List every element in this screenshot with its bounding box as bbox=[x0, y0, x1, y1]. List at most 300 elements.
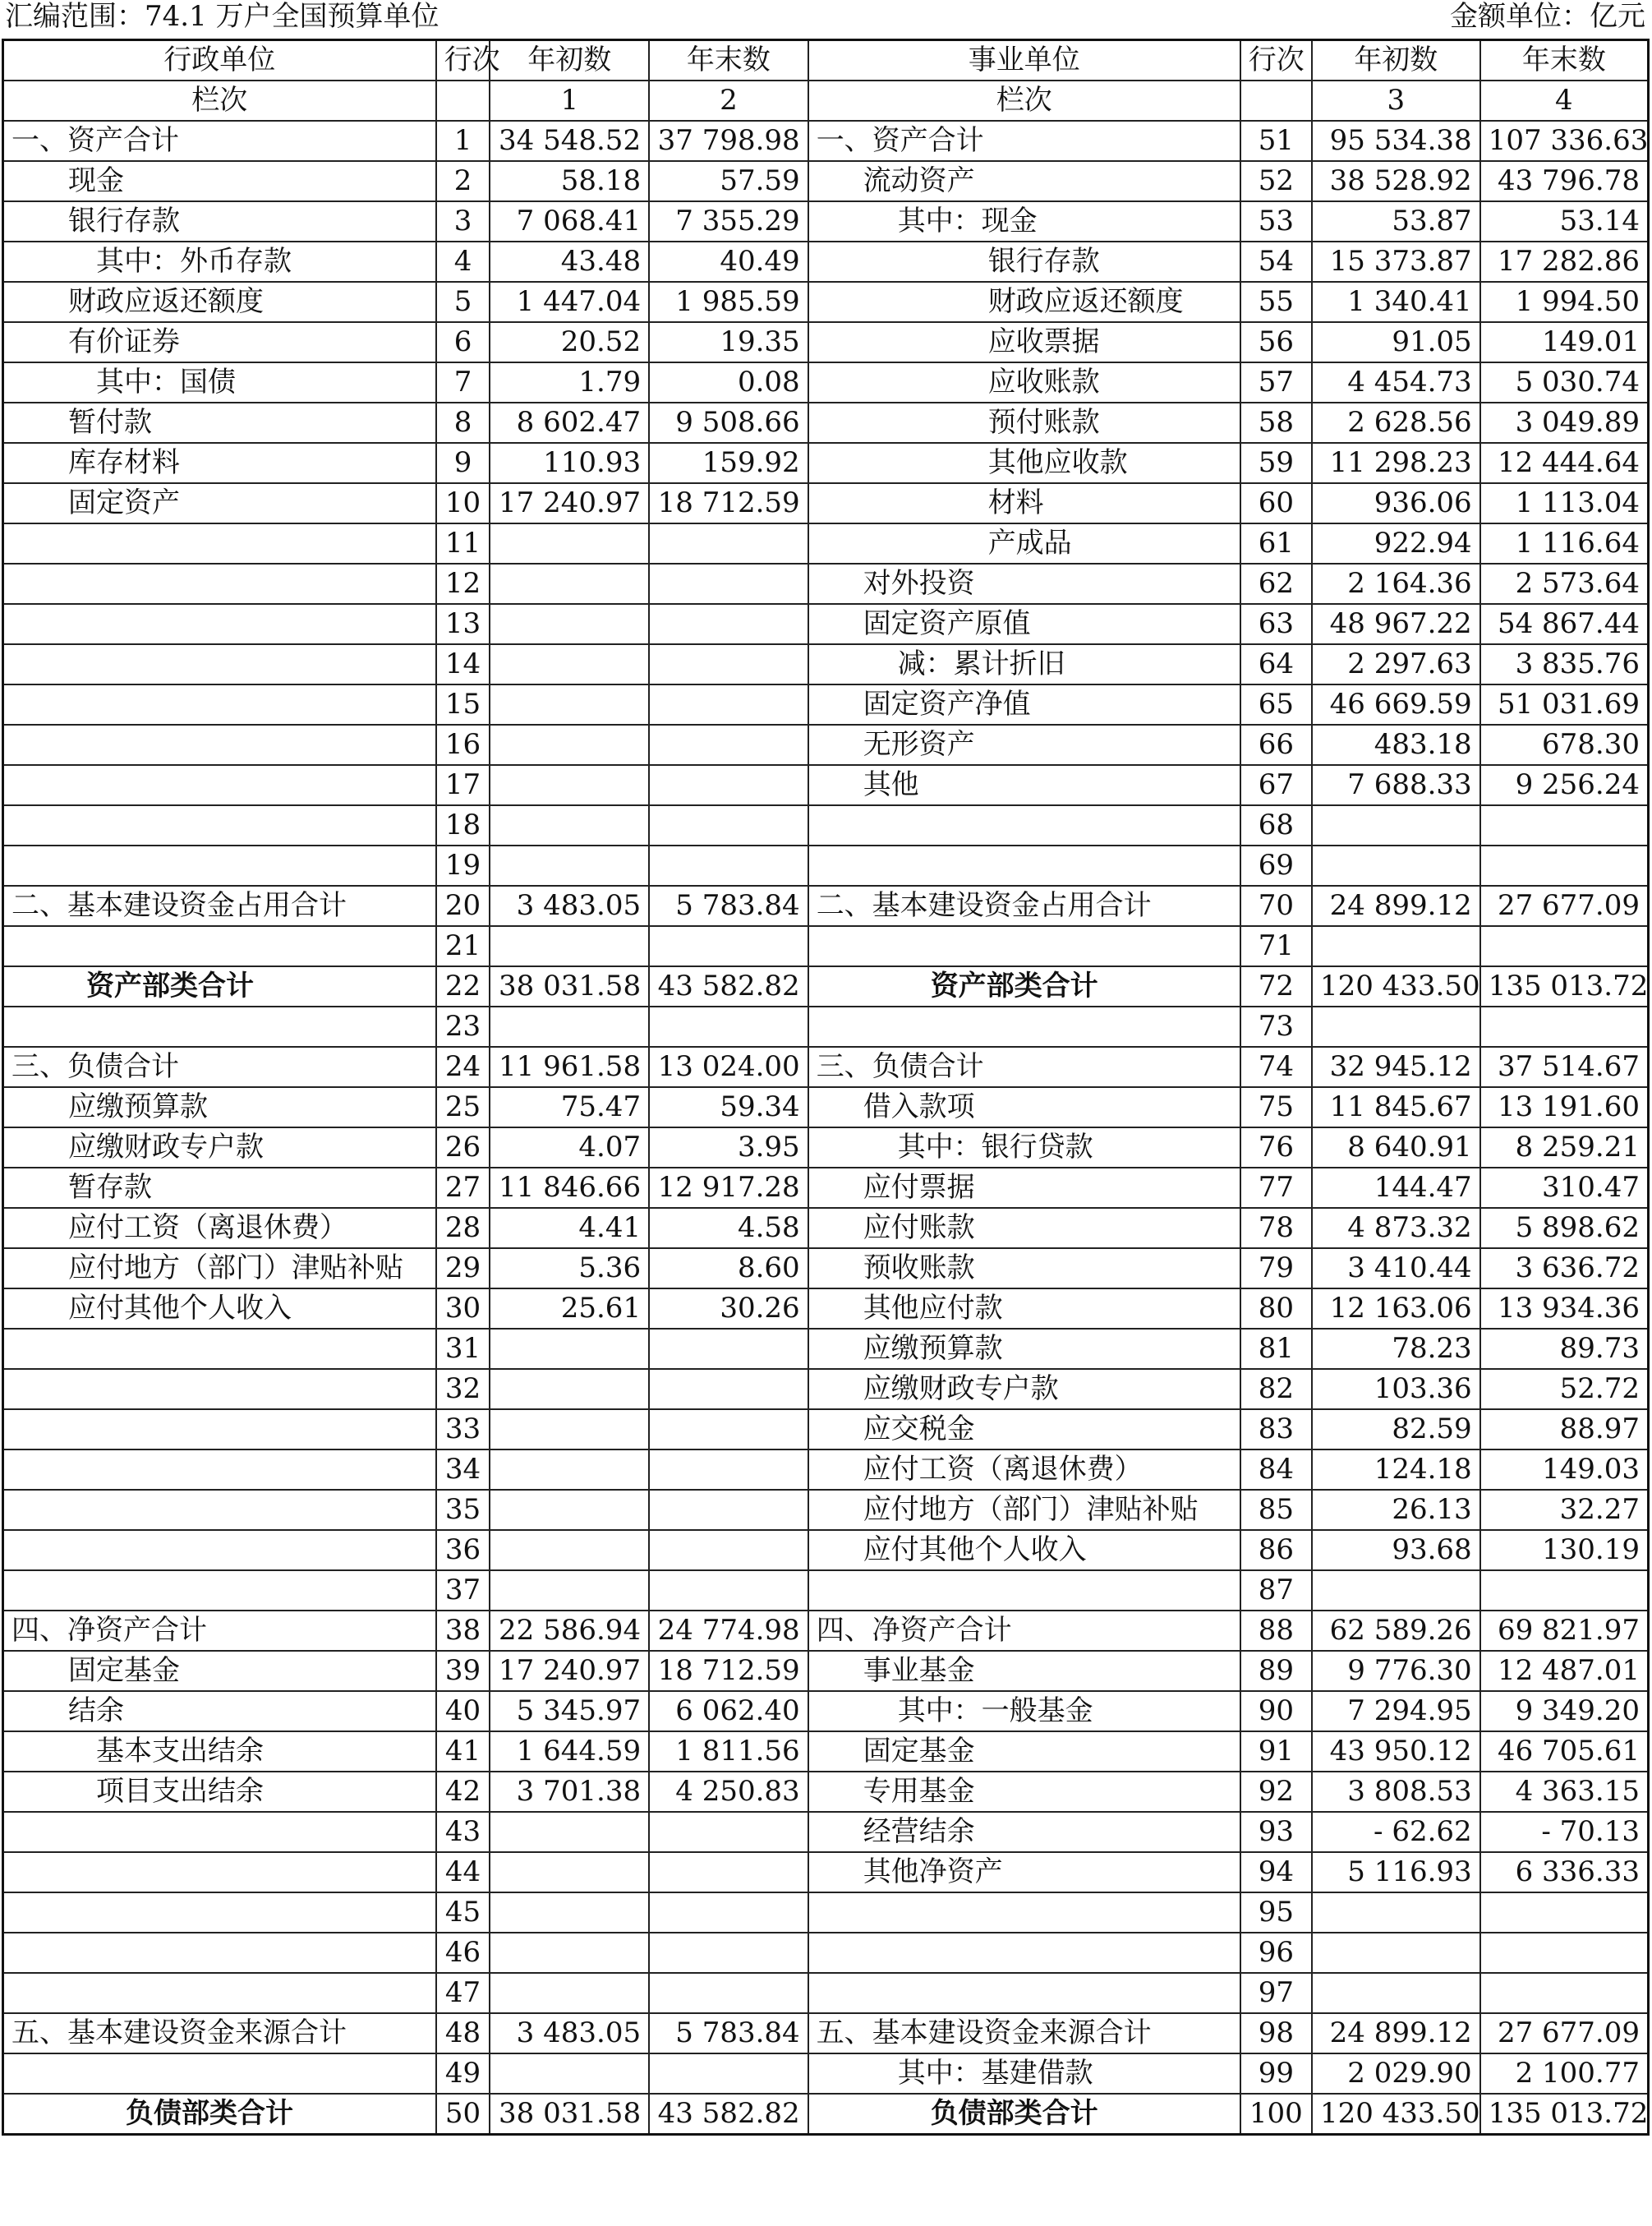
inst-end: 54 867.44 bbox=[1480, 604, 1649, 644]
admin-item bbox=[3, 644, 436, 684]
admin-item bbox=[3, 1329, 436, 1369]
inst-end: 5 898.62 bbox=[1480, 1208, 1649, 1248]
inst-line-no: 55 bbox=[1240, 282, 1312, 322]
inst-end: 12 487.01 bbox=[1480, 1651, 1649, 1691]
admin-line-no: 25 bbox=[436, 1087, 490, 1127]
column-header-inst-item: 事业单位 bbox=[808, 40, 1240, 81]
inst-line-no: 83 bbox=[1240, 1409, 1312, 1449]
inst-end: 13 934.36 bbox=[1480, 1288, 1649, 1329]
admin-item bbox=[3, 1007, 436, 1047]
table-row bbox=[3, 564, 1649, 604]
inst-end: - 70.13 bbox=[1480, 1812, 1649, 1852]
admin-begin: 5 345.97 bbox=[490, 1691, 649, 1731]
admin-begin bbox=[490, 1852, 649, 1892]
inst-item: 负债部类合计 bbox=[808, 2094, 1240, 2135]
admin-item bbox=[3, 684, 436, 725]
admin-begin: 20.52 bbox=[490, 322, 649, 362]
admin-begin bbox=[490, 1369, 649, 1409]
admin-line-no: 9 bbox=[436, 443, 490, 483]
inst-line-no: 66 bbox=[1240, 725, 1312, 765]
inst-end bbox=[1480, 1007, 1649, 1047]
inst-begin: 4 454.73 bbox=[1312, 362, 1480, 403]
admin-item: 财政应返还额度 bbox=[3, 282, 436, 322]
admin-line-no: 8 bbox=[436, 403, 490, 443]
admin-line-no: 18 bbox=[436, 805, 490, 846]
admin-end: 5 783.84 bbox=[649, 886, 808, 926]
admin-line-no: 50 bbox=[436, 2094, 490, 2135]
admin-begin bbox=[490, 2053, 649, 2094]
admin-begin: 4.41 bbox=[490, 1208, 649, 1248]
inst-end: 6 336.33 bbox=[1480, 1852, 1649, 1892]
admin-line-no: 14 bbox=[436, 644, 490, 684]
admin-line-no: 43 bbox=[436, 1812, 490, 1852]
admin-line-no: 17 bbox=[436, 765, 490, 805]
inst-begin: 9 776.30 bbox=[1312, 1651, 1480, 1691]
admin-line-no: 4 bbox=[436, 242, 490, 282]
inst-end: 37 514.67 bbox=[1480, 1047, 1649, 1087]
table-row bbox=[3, 926, 1649, 966]
inst-line-no: 85 bbox=[1240, 1490, 1312, 1530]
column-index-inst-line-no bbox=[1240, 81, 1312, 121]
admin-begin: 1.79 bbox=[490, 362, 649, 403]
admin-item: 五、基本建设资金来源合计 bbox=[3, 2013, 436, 2053]
admin-line-no: 11 bbox=[436, 523, 490, 564]
inst-item: 资产部类合计 bbox=[808, 966, 1240, 1007]
inst-line-no: 73 bbox=[1240, 1007, 1312, 1047]
admin-line-no: 37 bbox=[436, 1570, 490, 1611]
inst-line-no: 74 bbox=[1240, 1047, 1312, 1087]
admin-end: 24 774.98 bbox=[649, 1611, 808, 1651]
inst-line-no: 70 bbox=[1240, 886, 1312, 926]
inst-item: 其他应付款 bbox=[808, 1288, 1240, 1329]
admin-end: 1 985.59 bbox=[649, 282, 808, 322]
admin-begin: 8 602.47 bbox=[490, 403, 649, 443]
table-row bbox=[3, 1731, 1649, 1772]
admin-item: 应付其他个人收入 bbox=[3, 1288, 436, 1329]
inst-item: 无形资产 bbox=[808, 725, 1240, 765]
admin-end bbox=[649, 1369, 808, 1409]
inst-begin: 7 294.95 bbox=[1312, 1691, 1480, 1731]
admin-begin: 110.93 bbox=[490, 443, 649, 483]
admin-begin: 75.47 bbox=[490, 1087, 649, 1127]
admin-item: 应付地方（部门）津贴补贴 bbox=[3, 1248, 436, 1288]
column-index-admin-begin: 1 bbox=[490, 81, 649, 121]
inst-line-no: 84 bbox=[1240, 1449, 1312, 1490]
inst-line-no: 93 bbox=[1240, 1812, 1312, 1852]
inst-item: 产成品 bbox=[808, 523, 1240, 564]
admin-begin bbox=[490, 1892, 649, 1933]
admin-end: 12 917.28 bbox=[649, 1168, 808, 1208]
admin-item bbox=[3, 1530, 436, 1570]
inst-begin: 1 340.41 bbox=[1312, 282, 1480, 322]
admin-end bbox=[649, 1490, 808, 1530]
inst-begin: 120 433.50 bbox=[1312, 966, 1480, 1007]
compilation-scope: 汇编范围：74.1 万户全国预算单位 bbox=[5, 0, 439, 33]
admin-end: 6 062.40 bbox=[649, 1691, 808, 1731]
table-row bbox=[3, 2094, 1649, 2135]
inst-line-no: 89 bbox=[1240, 1651, 1312, 1691]
inst-item: 银行存款 bbox=[808, 242, 1240, 282]
inst-end: 149.03 bbox=[1480, 1449, 1649, 1490]
inst-line-no: 91 bbox=[1240, 1731, 1312, 1772]
inst-item: 其中：基建借款 bbox=[808, 2053, 1240, 2094]
admin-begin bbox=[490, 765, 649, 805]
inst-end: 2 573.64 bbox=[1480, 564, 1649, 604]
admin-line-no: 24 bbox=[436, 1047, 490, 1087]
inst-item: 其他应收款 bbox=[808, 443, 1240, 483]
admin-line-no: 45 bbox=[436, 1892, 490, 1933]
inst-begin: 2 164.36 bbox=[1312, 564, 1480, 604]
inst-item: 五、基本建设资金来源合计 bbox=[808, 2013, 1240, 2053]
column-index-inst-item: 栏次 bbox=[808, 81, 1240, 121]
inst-end: 1 994.50 bbox=[1480, 282, 1649, 322]
admin-end: 18 712.59 bbox=[649, 1651, 808, 1691]
admin-item bbox=[3, 604, 436, 644]
inst-item: 其他净资产 bbox=[808, 1852, 1240, 1892]
admin-end: 37 798.98 bbox=[649, 121, 808, 161]
table-row bbox=[3, 1208, 1649, 1248]
admin-begin bbox=[490, 846, 649, 886]
admin-end: 1 811.56 bbox=[649, 1731, 808, 1772]
inst-item: 应缴预算款 bbox=[808, 1329, 1240, 1369]
table-row bbox=[3, 1611, 1649, 1651]
inst-line-no: 80 bbox=[1240, 1288, 1312, 1329]
table-row bbox=[3, 966, 1649, 1007]
inst-begin: 11 845.67 bbox=[1312, 1087, 1480, 1127]
inst-item: 预付账款 bbox=[808, 403, 1240, 443]
admin-line-no: 34 bbox=[436, 1449, 490, 1490]
admin-item: 一、资产合计 bbox=[3, 121, 436, 161]
admin-begin: 38 031.58 bbox=[490, 2094, 649, 2135]
inst-begin: 8 640.91 bbox=[1312, 1127, 1480, 1168]
admin-end bbox=[649, 1812, 808, 1852]
admin-item: 库存材料 bbox=[3, 443, 436, 483]
admin-begin: 11 846.66 bbox=[490, 1168, 649, 1208]
inst-line-no: 58 bbox=[1240, 403, 1312, 443]
admin-end: 30.26 bbox=[649, 1288, 808, 1329]
table-row bbox=[3, 403, 1649, 443]
inst-end: 2 100.77 bbox=[1480, 2053, 1649, 2094]
inst-begin: 95 534.38 bbox=[1312, 121, 1480, 161]
admin-begin: 43.48 bbox=[490, 242, 649, 282]
inst-begin: 24 899.12 bbox=[1312, 2013, 1480, 2053]
admin-item bbox=[3, 1409, 436, 1449]
inst-line-no: 94 bbox=[1240, 1852, 1312, 1892]
inst-begin: 103.36 bbox=[1312, 1369, 1480, 1409]
inst-item: 借入款项 bbox=[808, 1087, 1240, 1127]
admin-end bbox=[649, 1007, 808, 1047]
table-row bbox=[3, 1933, 1649, 1973]
admin-end: 18 712.59 bbox=[649, 483, 808, 523]
inst-item: 事业基金 bbox=[808, 1651, 1240, 1691]
inst-item: 其中：银行贷款 bbox=[808, 1127, 1240, 1168]
table-row bbox=[3, 1047, 1649, 1087]
inst-begin: 48 967.22 bbox=[1312, 604, 1480, 644]
admin-item: 基本支出结余 bbox=[3, 1731, 436, 1772]
admin-end bbox=[649, 604, 808, 644]
table-row bbox=[3, 1973, 1649, 2013]
inst-end: 53.14 bbox=[1480, 201, 1649, 242]
inst-begin: 120 433.50 bbox=[1312, 2094, 1480, 2135]
table-row bbox=[3, 1530, 1649, 1570]
admin-line-no: 12 bbox=[436, 564, 490, 604]
inst-item: 对外投资 bbox=[808, 564, 1240, 604]
inst-item: 其他 bbox=[808, 765, 1240, 805]
inst-end: 27 677.09 bbox=[1480, 886, 1649, 926]
inst-line-no: 51 bbox=[1240, 121, 1312, 161]
admin-end bbox=[649, 1892, 808, 1933]
inst-line-no: 77 bbox=[1240, 1168, 1312, 1208]
inst-begin bbox=[1312, 1973, 1480, 2013]
inst-item: 应收账款 bbox=[808, 362, 1240, 403]
inst-begin: 62 589.26 bbox=[1312, 1611, 1480, 1651]
admin-item: 二、基本建设资金占用合计 bbox=[3, 886, 436, 926]
admin-begin bbox=[490, 684, 649, 725]
admin-line-no: 16 bbox=[436, 725, 490, 765]
admin-end: 4 250.83 bbox=[649, 1772, 808, 1812]
inst-end: 9 256.24 bbox=[1480, 765, 1649, 805]
admin-end bbox=[649, 725, 808, 765]
admin-end bbox=[649, 1973, 808, 2013]
admin-begin bbox=[490, 1570, 649, 1611]
inst-line-no: 56 bbox=[1240, 322, 1312, 362]
inst-item: 应交税金 bbox=[808, 1409, 1240, 1449]
column-header-inst-begin: 年初数 bbox=[1312, 40, 1480, 81]
inst-begin bbox=[1312, 1007, 1480, 1047]
column-header-admin-item: 行政单位 bbox=[3, 40, 436, 81]
inst-end bbox=[1480, 1570, 1649, 1611]
admin-line-no: 32 bbox=[436, 1369, 490, 1409]
admin-begin: 4.07 bbox=[490, 1127, 649, 1168]
admin-item: 暂付款 bbox=[3, 403, 436, 443]
column-header-row bbox=[3, 40, 1649, 81]
inst-line-no: 79 bbox=[1240, 1248, 1312, 1288]
inst-item bbox=[808, 1892, 1240, 1933]
table-row bbox=[3, 1691, 1649, 1731]
inst-begin bbox=[1312, 846, 1480, 886]
inst-begin bbox=[1312, 1570, 1480, 1611]
admin-begin bbox=[490, 1933, 649, 1973]
admin-line-no: 46 bbox=[436, 1933, 490, 1973]
inst-end: 4 363.15 bbox=[1480, 1772, 1649, 1812]
inst-begin bbox=[1312, 1892, 1480, 1933]
inst-item bbox=[808, 926, 1240, 966]
table-row bbox=[3, 725, 1649, 765]
admin-end: 43 582.82 bbox=[649, 2094, 808, 2135]
inst-end: 5 030.74 bbox=[1480, 362, 1649, 403]
table-row bbox=[3, 443, 1649, 483]
inst-begin: 3 410.44 bbox=[1312, 1248, 1480, 1288]
admin-begin bbox=[490, 564, 649, 604]
inst-begin: 922.94 bbox=[1312, 523, 1480, 564]
inst-end bbox=[1480, 1933, 1649, 1973]
inst-line-no: 88 bbox=[1240, 1611, 1312, 1651]
admin-begin: 17 240.97 bbox=[490, 1651, 649, 1691]
admin-item bbox=[3, 1490, 436, 1530]
column-index-admin-end: 2 bbox=[649, 81, 808, 121]
table-row bbox=[3, 805, 1649, 846]
inst-item: 经营结余 bbox=[808, 1812, 1240, 1852]
table-row bbox=[3, 362, 1649, 403]
admin-item: 固定资产 bbox=[3, 483, 436, 523]
table-row bbox=[3, 1852, 1649, 1892]
admin-end: 43 582.82 bbox=[649, 966, 808, 1007]
inst-end: 3 049.89 bbox=[1480, 403, 1649, 443]
admin-begin bbox=[490, 1449, 649, 1490]
table-row bbox=[3, 1087, 1649, 1127]
inst-begin: 5 116.93 bbox=[1312, 1852, 1480, 1892]
table-row bbox=[3, 1490, 1649, 1530]
admin-item bbox=[3, 765, 436, 805]
admin-end bbox=[649, 1329, 808, 1369]
admin-line-no: 44 bbox=[436, 1852, 490, 1892]
inst-end: 1 116.64 bbox=[1480, 523, 1649, 564]
inst-end bbox=[1480, 1892, 1649, 1933]
inst-item: 应付票据 bbox=[808, 1168, 1240, 1208]
inst-line-no: 72 bbox=[1240, 966, 1312, 1007]
admin-end: 5 783.84 bbox=[649, 2013, 808, 2053]
table-row bbox=[3, 1007, 1649, 1047]
inst-end: 3 636.72 bbox=[1480, 1248, 1649, 1288]
inst-item bbox=[808, 1007, 1240, 1047]
inst-line-no: 100 bbox=[1240, 2094, 1312, 2135]
admin-begin bbox=[490, 1007, 649, 1047]
inst-line-no: 61 bbox=[1240, 523, 1312, 564]
table-row bbox=[3, 201, 1649, 242]
inst-item: 其中：现金 bbox=[808, 201, 1240, 242]
admin-line-no: 10 bbox=[436, 483, 490, 523]
column-index-admin-item: 栏次 bbox=[3, 81, 436, 121]
admin-item bbox=[3, 725, 436, 765]
admin-line-no: 22 bbox=[436, 966, 490, 1007]
balance-sheet-table bbox=[2, 39, 1650, 2136]
admin-line-no: 15 bbox=[436, 684, 490, 725]
inst-item: 其中：一般基金 bbox=[808, 1691, 1240, 1731]
inst-begin: 24 899.12 bbox=[1312, 886, 1480, 926]
inst-end: 135 013.72 bbox=[1480, 966, 1649, 1007]
admin-begin: 17 240.97 bbox=[490, 483, 649, 523]
inst-line-no: 90 bbox=[1240, 1691, 1312, 1731]
inst-begin bbox=[1312, 805, 1480, 846]
inst-line-no: 75 bbox=[1240, 1087, 1312, 1127]
table-row bbox=[3, 1409, 1649, 1449]
inst-line-no: 69 bbox=[1240, 846, 1312, 886]
inst-line-no: 81 bbox=[1240, 1329, 1312, 1369]
inst-begin: 12 163.06 bbox=[1312, 1288, 1480, 1329]
admin-end: 9 508.66 bbox=[649, 403, 808, 443]
table-row bbox=[3, 684, 1649, 725]
inst-begin: 53.87 bbox=[1312, 201, 1480, 242]
admin-item bbox=[3, 2053, 436, 2094]
admin-item bbox=[3, 1570, 436, 1611]
inst-line-no: 95 bbox=[1240, 1892, 1312, 1933]
inst-begin: 4 873.32 bbox=[1312, 1208, 1480, 1248]
admin-line-no: 27 bbox=[436, 1168, 490, 1208]
table-row bbox=[3, 2013, 1649, 2053]
admin-item bbox=[3, 805, 436, 846]
admin-end bbox=[649, 684, 808, 725]
inst-item: 应付账款 bbox=[808, 1208, 1240, 1248]
inst-end: 107 336.63 bbox=[1480, 121, 1649, 161]
inst-end bbox=[1480, 805, 1649, 846]
admin-line-no: 13 bbox=[436, 604, 490, 644]
admin-end bbox=[649, 2053, 808, 2094]
inst-line-no: 54 bbox=[1240, 242, 1312, 282]
table-row bbox=[3, 483, 1649, 523]
inst-line-no: 99 bbox=[1240, 2053, 1312, 2094]
admin-item bbox=[3, 1812, 436, 1852]
admin-line-no: 47 bbox=[436, 1973, 490, 2013]
table-row bbox=[3, 846, 1649, 886]
table-row bbox=[3, 1248, 1649, 1288]
inst-begin: 936.06 bbox=[1312, 483, 1480, 523]
admin-begin bbox=[490, 1490, 649, 1530]
admin-line-no: 38 bbox=[436, 1611, 490, 1651]
inst-item: 应收票据 bbox=[808, 322, 1240, 362]
inst-begin bbox=[1312, 926, 1480, 966]
inst-line-no: 86 bbox=[1240, 1530, 1312, 1570]
inst-end bbox=[1480, 1973, 1649, 2013]
inst-end: 149.01 bbox=[1480, 322, 1649, 362]
table-row bbox=[3, 1288, 1649, 1329]
inst-line-no: 52 bbox=[1240, 161, 1312, 201]
inst-end: 1 113.04 bbox=[1480, 483, 1649, 523]
inst-line-no: 67 bbox=[1240, 765, 1312, 805]
admin-begin bbox=[490, 805, 649, 846]
admin-line-no: 21 bbox=[436, 926, 490, 966]
table-row bbox=[3, 1772, 1649, 1812]
admin-line-no: 19 bbox=[436, 846, 490, 886]
inst-line-no: 63 bbox=[1240, 604, 1312, 644]
column-header-inst-end: 年末数 bbox=[1480, 40, 1649, 81]
inst-begin: 3 808.53 bbox=[1312, 1772, 1480, 1812]
admin-item: 固定基金 bbox=[3, 1651, 436, 1691]
inst-begin: 144.47 bbox=[1312, 1168, 1480, 1208]
inst-end: 3 835.76 bbox=[1480, 644, 1649, 684]
admin-line-no: 2 bbox=[436, 161, 490, 201]
inst-item: 三、负债合计 bbox=[808, 1047, 1240, 1087]
admin-line-no: 31 bbox=[436, 1329, 490, 1369]
inst-item: 应付工资（离退休费） bbox=[808, 1449, 1240, 1490]
column-header-admin-end: 年末数 bbox=[649, 40, 808, 81]
admin-end: 0.08 bbox=[649, 362, 808, 403]
inst-item: 材料 bbox=[808, 483, 1240, 523]
admin-begin: 3 483.05 bbox=[490, 886, 649, 926]
column-header-admin-begin: 年初数 bbox=[490, 40, 649, 81]
table-row bbox=[3, 1651, 1649, 1691]
inst-begin: 483.18 bbox=[1312, 725, 1480, 765]
admin-item bbox=[3, 1892, 436, 1933]
column-index-inst-end: 4 bbox=[1480, 81, 1649, 121]
table-row bbox=[3, 1812, 1649, 1852]
inst-end: 135 013.72 bbox=[1480, 2094, 1649, 2135]
inst-begin: 32 945.12 bbox=[1312, 1047, 1480, 1087]
inst-item: 一、资产合计 bbox=[808, 121, 1240, 161]
admin-end: 3.95 bbox=[649, 1127, 808, 1168]
inst-item bbox=[808, 1570, 1240, 1611]
admin-begin bbox=[490, 1530, 649, 1570]
inst-begin: - 62.62 bbox=[1312, 1812, 1480, 1852]
inst-end: 12 444.64 bbox=[1480, 443, 1649, 483]
table-row bbox=[3, 1892, 1649, 1933]
admin-begin bbox=[490, 1812, 649, 1852]
admin-begin: 3 483.05 bbox=[490, 2013, 649, 2053]
inst-line-no: 78 bbox=[1240, 1208, 1312, 1248]
table-row bbox=[3, 282, 1649, 322]
inst-item bbox=[808, 846, 1240, 886]
admin-begin: 1 447.04 bbox=[490, 282, 649, 322]
admin-item bbox=[3, 1933, 436, 1973]
